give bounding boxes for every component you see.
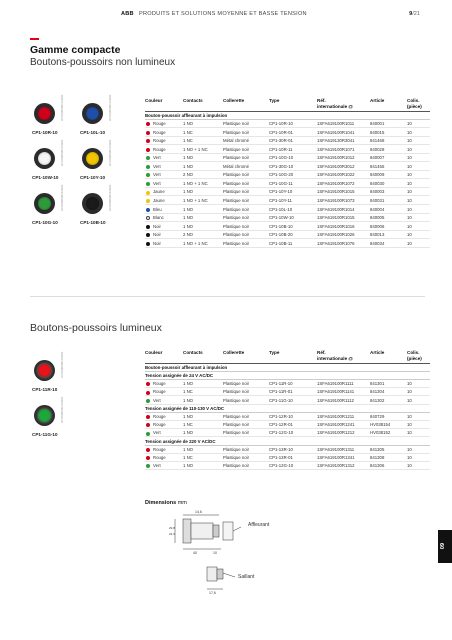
table-row <box>145 146 430 154</box>
cell-type: CP1-30R-01 <box>269 138 293 144</box>
table-row <box>145 163 430 171</box>
dimensions-title: Dimensions mm <box>145 500 187 506</box>
cell-contacts: 1 NO <box>183 223 194 229</box>
cell-contacts: 1 NO <box>183 155 194 161</box>
cell-pack: 10 <box>407 206 412 212</box>
push-button-image <box>34 405 55 426</box>
cell-contacts: 1 NO + 1 NC <box>183 180 208 186</box>
voltage-group: Tension assignée de 220 V AC/DC <box>145 438 430 446</box>
cell-color: Vert <box>153 463 161 469</box>
cell-color: Rouge <box>153 129 166 135</box>
color-dot <box>146 199 150 203</box>
cell-color: Noir <box>153 223 161 229</box>
cell-collar: Plastique noir <box>223 463 250 469</box>
accent-bar <box>30 38 39 40</box>
product-label: CP1-10W-10 <box>32 175 59 180</box>
cell-article: 841305 <box>370 446 385 452</box>
color-dot <box>146 139 150 143</box>
cell-type: CP1-10G-10 <box>269 155 294 161</box>
cell-color: Noir <box>153 232 161 238</box>
cell-ref: 1SFA619100R1311 <box>317 446 355 452</box>
cell-color: Jaune <box>153 189 165 195</box>
product-code: 2CSS005001C0201 <box>108 94 112 121</box>
cell-contacts: 1 NO <box>183 430 194 436</box>
cell-ref: 1SFA619100R1016 <box>317 223 355 229</box>
cell-pack: 10 <box>407 240 412 246</box>
cell-collar: Plastique noir <box>223 430 250 436</box>
table-row <box>145 154 430 162</box>
table-row <box>145 388 430 396</box>
table-row <box>145 214 430 222</box>
cell-color: Vert <box>153 397 161 403</box>
cell-color: Vert <box>153 155 161 161</box>
section-title-lit: Boutons-poussoirs lumineux <box>30 322 162 334</box>
color-dot <box>146 165 150 169</box>
cell-ref: 1SFA619100R1015 <box>317 215 355 221</box>
cell-type: CP1-10W-10 <box>269 215 294 221</box>
cell-type: CP1-12R-01 <box>269 422 293 428</box>
cell-contacts: 2 NO <box>183 232 194 238</box>
cell-type: CP1-10R-10 <box>269 121 293 126</box>
dimension-drawing <box>145 507 305 597</box>
cell-color: Vert <box>153 172 161 178</box>
cell-type: CP1-10B-11 <box>269 240 293 246</box>
cell-collar: Plastique noir <box>223 121 250 126</box>
cell-contacts: 1 NO <box>183 206 194 212</box>
cell-type: CP1-11G-10 <box>269 397 293 403</box>
cell-contacts: 1 NO <box>183 414 194 419</box>
button-cap <box>86 197 99 210</box>
cell-article: HV038152 <box>370 430 391 436</box>
cell-pack: 10 <box>407 129 412 135</box>
side-tab: 09 <box>438 530 452 563</box>
cell-article: 841468 <box>370 138 385 144</box>
cell-pack: 10 <box>407 232 412 238</box>
color-dot <box>146 382 150 386</box>
cell-collar: Métal chromé <box>223 163 250 169</box>
color-dot <box>146 233 150 237</box>
cell-type: CP1-12R-10 <box>269 414 293 419</box>
cell-ref: 1SFA619100R1012 <box>317 155 355 161</box>
cell-collar: Plastique noir <box>223 381 250 387</box>
cell-type: CP1-13G-10 <box>269 463 294 469</box>
table-row <box>145 197 430 205</box>
cell-pack: 10 <box>407 155 412 161</box>
cell-article: 841308 <box>370 455 385 460</box>
cell-ref: 1SFA619100R1026 <box>317 232 355 238</box>
button-cap <box>38 107 51 120</box>
cell-type: CP1-13R-10 <box>269 446 293 452</box>
product-label: CP1-10R-10 <box>32 130 58 135</box>
push-button-image <box>34 148 55 169</box>
svg-text:22,3: 22,3 <box>169 532 175 536</box>
cell-contacts: 1 NC <box>183 389 193 395</box>
cell-pack: 10 <box>407 463 412 469</box>
section-title: Gamme compacte <box>30 44 121 56</box>
push-button-image <box>82 103 103 124</box>
table-row <box>145 240 430 248</box>
cell-type: CP1-12G-10 <box>269 430 294 436</box>
cell-collar: Plastique noir <box>223 223 250 229</box>
color-dot <box>146 216 150 220</box>
cell-collar: Plastique noir <box>223 155 250 161</box>
protruding-label: Saillant <box>238 574 255 580</box>
cell-type: CP1-10R-11 <box>269 146 293 152</box>
cell-article: 840007 <box>370 155 385 161</box>
color-dot <box>146 432 150 436</box>
flush-label: Affleurant <box>248 522 270 528</box>
cell-pack: 10 <box>407 121 412 126</box>
svg-text:17,6: 17,6 <box>209 591 216 595</box>
cell-pack: 10 <box>407 455 412 460</box>
cell-pack: 10 <box>407 223 412 229</box>
cell-pack: 10 <box>407 414 412 419</box>
product-code: 2CSS005001C0201 <box>60 351 64 378</box>
cell-article: 840015 <box>370 129 385 135</box>
cell-color: Rouge <box>153 414 166 419</box>
cell-color: Jaune <box>153 197 165 203</box>
cell-ref: 1SFA619100R3012 <box>317 163 355 169</box>
cell-article: 840028 <box>370 146 385 152</box>
product-label: CP1-10B-10 <box>80 220 106 225</box>
color-dot <box>146 148 150 152</box>
table-row <box>145 446 430 454</box>
page-number: 9/21 <box>409 11 420 17</box>
cell-contacts: 1 NO <box>183 446 194 452</box>
cell-pack: 10 <box>407 446 412 452</box>
cell-collar: Plastique noir <box>223 397 250 403</box>
cell-pack: 10 <box>407 389 412 395</box>
table-row <box>145 120 430 128</box>
cell-article: 841304 <box>370 389 385 395</box>
section-subtitle: Boutons-poussoirs non lumineux <box>30 57 176 68</box>
color-dot <box>146 415 150 419</box>
cell-color: Noir <box>153 240 161 246</box>
cell-type: CP1-10Y-11 <box>269 197 292 203</box>
cell-type: CP1-10G-11 <box>269 180 293 186</box>
cell-type: CP1-11R-01 <box>269 389 293 395</box>
cell-ref: 1SFA619100R1241 <box>317 422 355 428</box>
cell-collar: Plastique noir <box>223 215 250 221</box>
table-section: Bouton-poussoir affleurant à impulsion <box>145 112 430 120</box>
cell-collar: Plastique noir <box>223 206 250 212</box>
product-label: CP1-11G-10 <box>32 432 58 437</box>
product-label: CP1-10L-10 <box>80 130 106 135</box>
color-dot <box>146 456 150 460</box>
cell-collar: Plastique noir <box>223 172 250 178</box>
cell-type: CP1-10R-01 <box>269 129 293 135</box>
push-button-image <box>82 193 103 214</box>
cell-ref: 1SFA619100R1073 <box>317 197 355 203</box>
cell-contacts: 1 NO <box>183 215 194 221</box>
cell-ref: 1SFA619100R1072 <box>317 180 355 186</box>
table-row <box>145 397 430 405</box>
color-dot <box>146 122 150 126</box>
product-code: 2CSS005001C0201 <box>108 184 112 211</box>
product-code: 2CSS005001C0201 <box>60 94 64 121</box>
color-dot <box>146 423 150 427</box>
table-row <box>145 380 430 388</box>
cell-ref: 1SFA619100R1211 <box>317 414 355 419</box>
product-label: CP1-11R-10 <box>32 387 58 392</box>
cell-color: Blanc <box>153 215 164 221</box>
cell-color: Vert <box>153 180 161 186</box>
cell-collar: Plastique noir <box>223 129 250 135</box>
cell-ref: 1SFA619100R1071 <box>317 146 355 152</box>
cell-pack: 10 <box>407 180 412 186</box>
button-cap <box>38 409 51 422</box>
cell-pack: 10 <box>407 138 412 144</box>
table-row <box>145 129 430 137</box>
cell-article: 841301 <box>370 381 385 387</box>
cell-type: CP1-11R-10 <box>269 381 293 387</box>
cell-pack: 10 <box>407 422 412 428</box>
color-dot <box>146 391 150 395</box>
color-dot <box>146 182 150 186</box>
cell-article: 840001 <box>370 121 385 126</box>
cell-color: Rouge <box>153 138 166 144</box>
color-dot <box>146 242 150 246</box>
table-row <box>145 413 430 421</box>
cell-pack: 10 <box>407 146 412 152</box>
svg-text:40: 40 <box>193 551 197 555</box>
cell-color: Rouge <box>153 455 166 460</box>
product-label: CP1-10G-10 <box>32 220 58 225</box>
cell-collar: Plastique noir <box>223 455 250 460</box>
cell-pack: 10 <box>407 397 412 403</box>
cell-color: Rouge <box>153 381 166 387</box>
button-cap <box>86 107 99 120</box>
cell-ref: 1SFA619130R3041 <box>317 138 355 144</box>
cell-pack: 10 <box>407 189 412 195</box>
cell-collar: Plastique noir <box>223 422 250 428</box>
cell-collar: Plastique noir <box>223 180 250 186</box>
cell-contacts: 1 NO <box>183 397 194 403</box>
cell-type: CP1-30G-10 <box>269 163 294 169</box>
brand: ABB <box>121 11 134 17</box>
cell-collar: Plastique noir <box>223 189 250 195</box>
cell-pack: 10 <box>407 430 412 436</box>
cell-contacts: 1 NO + 1 NC <box>183 240 208 246</box>
cell-ref: 1SFA619100R1041 <box>317 129 355 135</box>
cell-type: CP1-13R-01 <box>269 455 293 460</box>
table-row <box>145 421 430 429</box>
cell-article: 841455 <box>370 163 385 169</box>
color-dot <box>146 173 150 177</box>
color-dot <box>146 131 150 135</box>
color-dot <box>146 208 150 212</box>
voltage-group: Tension assignée de 110-130 V AC/DC <box>145 405 430 413</box>
table-row <box>145 429 430 437</box>
voltage-group: Tension assignée de 24 V AC/DC <box>145 372 430 380</box>
cell-color: Rouge <box>153 422 166 428</box>
cell-contacts: 1 NC <box>183 138 193 144</box>
page-header <box>0 11 452 21</box>
cell-contacts: 1 NO + 1 NC <box>183 146 208 152</box>
table-section: Bouton-poussoir affleurant à impulsion <box>145 364 430 372</box>
cell-type: CP1-10B-10 <box>269 223 293 229</box>
cell-pack: 10 <box>407 197 412 203</box>
color-dot <box>146 448 150 452</box>
cell-pack: 10 <box>407 381 412 387</box>
cell-contacts: 1 NO + 1 NC <box>183 197 208 203</box>
push-button-image <box>34 103 55 124</box>
color-dot <box>146 225 150 229</box>
table-row <box>145 454 430 462</box>
cell-color: Bleu <box>153 206 162 212</box>
cell-ref: 1SFA619100R1212 <box>317 430 355 436</box>
color-dot <box>146 191 150 195</box>
cell-ref: 1SFA619100R1111 <box>317 381 354 387</box>
cell-article: 840729 <box>370 414 385 419</box>
cell-contacts: 1 NO <box>183 121 194 126</box>
table-row <box>145 180 430 188</box>
cell-article: 840005 <box>370 215 385 221</box>
cell-article: 840003 <box>370 189 385 195</box>
cell-ref: 1SFA619100R1014 <box>317 206 355 212</box>
cell-collar: Plastique noir <box>223 389 250 395</box>
cell-color: Rouge <box>153 121 166 126</box>
cell-type: CP1-10G-20 <box>269 172 294 178</box>
cell-contacts: 1 NC <box>183 422 193 428</box>
cell-contacts: 1 NC <box>183 129 193 135</box>
cell-contacts: 1 NO <box>183 163 194 169</box>
table-row <box>145 171 430 179</box>
color-dot <box>146 156 150 160</box>
cell-collar: Plastique noir <box>223 414 250 419</box>
cell-article: 840006 <box>370 223 385 229</box>
table-header: Couleur Contacts Collerette Type Réf. internationale @ Article Colis. (pièce) <box>145 350 430 364</box>
cell-color: Rouge <box>153 389 166 395</box>
button-cap <box>38 152 51 165</box>
cell-collar: Plastique noir <box>223 146 250 152</box>
table-row <box>145 137 430 145</box>
cell-color: Vert <box>153 163 161 169</box>
cell-collar: Métal chromé <box>223 138 250 144</box>
cell-pack: 10 <box>407 163 412 169</box>
cell-type: CP1-10L-10 <box>269 206 293 212</box>
cell-contacts: 1 NC <box>183 455 193 460</box>
cell-ref: 1SFA619100R1076 <box>317 240 355 246</box>
push-button-image <box>34 193 55 214</box>
table-row <box>145 223 430 231</box>
svg-text:29,8: 29,8 <box>169 526 175 530</box>
cell-contacts: 2 NO <box>183 172 194 178</box>
svg-text:10: 10 <box>213 551 217 555</box>
cell-article: 840031 <box>370 197 385 203</box>
cell-contacts: 1 NO <box>183 189 194 195</box>
button-cap <box>38 364 51 377</box>
cell-article: 840034 <box>370 240 385 246</box>
cell-ref: 1SFA619100R1015 <box>317 189 355 195</box>
push-button-image <box>82 148 103 169</box>
cell-article: HV038154 <box>370 422 391 428</box>
table-row <box>145 206 430 214</box>
cell-article: 841306 <box>370 463 385 469</box>
cell-ref: 1SFA619100R1011 <box>317 121 355 126</box>
product-label: CP1-10Y-10 <box>80 175 106 180</box>
cell-ref: 1SFA619100R1141 <box>317 389 355 395</box>
cell-article: 840013 <box>370 232 385 238</box>
table-header: Couleur Contacts Collerette Type Réf. internationale @ Article Colis. (pièce) <box>145 98 430 112</box>
cell-article: 840030 <box>370 180 385 186</box>
cell-ref: 1SFA619100R1312 <box>317 463 355 469</box>
button-cap <box>86 152 99 165</box>
cell-color: Vert <box>153 430 161 436</box>
cell-pack: 10 <box>407 215 412 221</box>
cell-type: CP1-10B-20 <box>269 232 293 238</box>
cell-article: 840009 <box>370 172 385 178</box>
svg-text:14,6: 14,6 <box>195 510 202 514</box>
cell-collar: Plastique noir <box>223 197 250 203</box>
cell-color: Rouge <box>153 446 166 452</box>
color-dot <box>146 399 150 403</box>
cell-contacts: 1 NO <box>183 381 194 387</box>
color-dot <box>146 464 150 468</box>
cell-pack: 10 <box>407 172 412 178</box>
cell-article: 841302 <box>370 397 385 403</box>
cell-ref: 1SFA619100R1022 <box>317 172 355 178</box>
table-row <box>145 231 430 239</box>
product-code: 2CSS005001C0201 <box>60 139 64 166</box>
cell-collar: Plastique noir <box>223 446 250 452</box>
cell-article: 840004 <box>370 206 385 212</box>
cell-collar: Plastique noir <box>223 240 250 246</box>
table-row <box>145 188 430 196</box>
product-code: 2CSS005001C0201 <box>108 139 112 166</box>
product-code: 2CSS005001C0201 <box>60 396 64 423</box>
table-row <box>145 462 430 470</box>
cell-color: Rouge <box>153 146 166 152</box>
button-cap <box>38 197 51 210</box>
product-code: 2CSS005001C0201 <box>60 184 64 211</box>
header-title: PRODUITS ET SOLUTIONS MOYENNE ET BASSE TENSION <box>139 11 307 17</box>
push-button-image <box>34 360 55 381</box>
cell-contacts: 1 NO <box>183 463 194 469</box>
divider <box>30 296 425 297</box>
cell-type: CP1-10Y-10 <box>269 189 293 195</box>
cell-ref: 1SFA619100R1341 <box>317 455 355 460</box>
cell-ref: 1SFA619100R1112 <box>317 397 354 403</box>
cell-collar: Plastique noir <box>223 232 250 238</box>
